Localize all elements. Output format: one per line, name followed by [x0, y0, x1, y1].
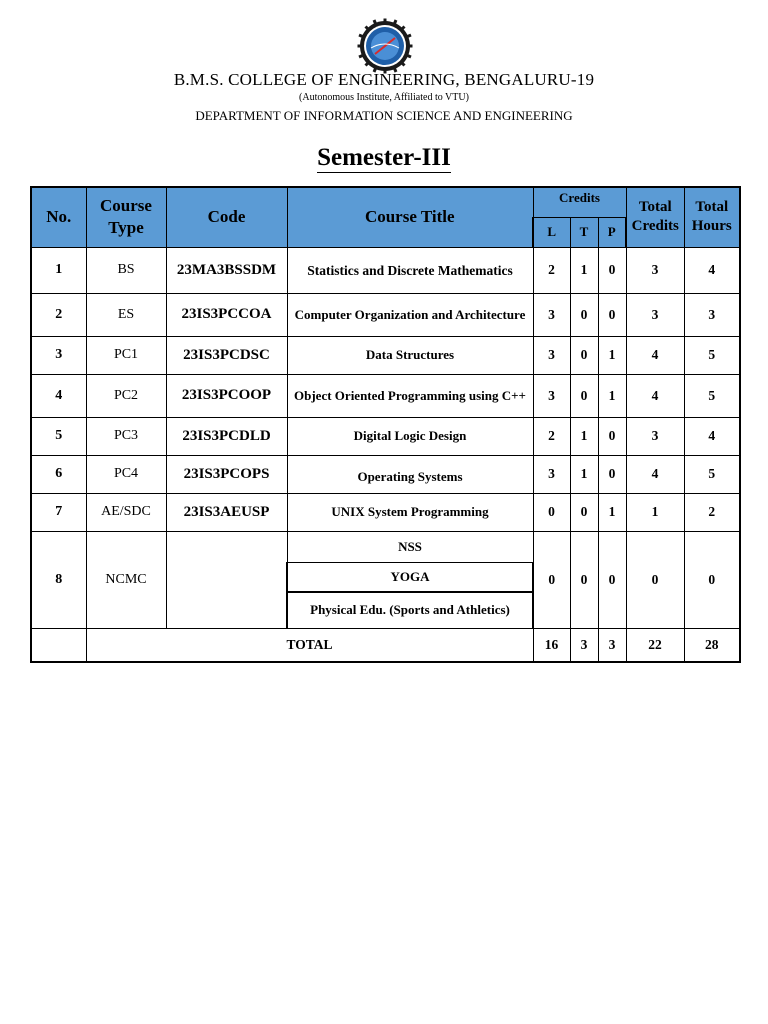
header-total-hours: Total Hours	[684, 187, 740, 247]
row-code: 23IS3AEUSP	[166, 493, 287, 531]
row-title: UNIX System Programming	[287, 493, 533, 531]
course-table	[30, 186, 741, 663]
total-p: 3	[598, 628, 626, 662]
table-row	[31, 247, 740, 293]
row-no: 3	[31, 336, 86, 374]
row-credits: 3	[626, 293, 684, 336]
ncmc-hours: 0	[684, 531, 740, 628]
row-l: 3	[533, 293, 570, 336]
row-hours: 5	[684, 455, 740, 493]
row-credits: 4	[626, 336, 684, 374]
row-no: 2	[31, 293, 86, 336]
row-no: 5	[31, 417, 86, 455]
row-p: 0	[598, 247, 626, 293]
header-code: Code	[166, 187, 287, 247]
row-p: 0	[598, 293, 626, 336]
row-hours: 5	[684, 374, 740, 417]
row-type: BS	[86, 247, 166, 293]
row-code: 23IS3PCCOA	[166, 293, 287, 336]
table-row	[31, 493, 740, 531]
header-credits: Credits	[533, 187, 626, 217]
row-no: 4	[31, 374, 86, 417]
table-row	[31, 417, 740, 455]
header-total-credits: Total Credits	[626, 187, 684, 247]
row-p: 1	[598, 336, 626, 374]
ncmc-p: 0	[598, 531, 626, 628]
ncmc-title-physical-edu: Physical Edu. (Sports and Athletics)	[287, 592, 533, 628]
row-t: 1	[570, 417, 598, 455]
row-hours: 3	[684, 293, 740, 336]
row-hours: 4	[684, 417, 740, 455]
row-type: AE/SDC	[86, 493, 166, 531]
header-row	[31, 187, 740, 217]
row-type: PC1	[86, 336, 166, 374]
row-code: 23IS3PCOOP	[166, 374, 287, 417]
total-credits: 22	[626, 628, 684, 662]
row-l: 3	[533, 336, 570, 374]
header-p: P	[598, 217, 626, 247]
header-t: T	[570, 217, 598, 247]
total-row	[31, 628, 740, 662]
table-row	[31, 374, 740, 417]
row-code: 23MA3BSSDM	[166, 247, 287, 293]
row-t: 0	[570, 374, 598, 417]
ncmc-t: 0	[570, 531, 598, 628]
row-title: Data Structures	[287, 336, 533, 374]
ncmc-code	[166, 531, 287, 628]
row-p: 0	[598, 417, 626, 455]
row-type: PC4	[86, 455, 166, 493]
row-p: 1	[598, 493, 626, 531]
college-name: B.M.S. COLLEGE OF ENGINEERING, BENGALURU-19	[173, 70, 595, 89]
total-blank	[31, 628, 86, 662]
department-name: DEPARTMENT OF INFORMATION SCIENCE AND ENGINEERING	[195, 108, 573, 123]
ncmc-row	[31, 531, 740, 562]
row-no: 7	[31, 493, 86, 531]
header-course-type: Course Type	[86, 187, 166, 247]
ncmc-type: NCMC	[86, 531, 166, 628]
row-type: PC3	[86, 417, 166, 455]
ncmc-title-yoga: YOGA	[287, 562, 533, 592]
total-l: 16	[533, 628, 570, 662]
row-l: 3	[533, 455, 570, 493]
row-credits: 4	[626, 455, 684, 493]
row-code: 23IS3PCDSC	[166, 336, 287, 374]
row-t: 0	[570, 336, 598, 374]
row-p: 1	[598, 374, 626, 417]
row-t: 0	[570, 293, 598, 336]
ncmc-l: 0	[533, 531, 570, 628]
college-logo	[357, 18, 413, 74]
row-p: 0	[598, 455, 626, 493]
row-credits: 3	[626, 247, 684, 293]
row-t: 1	[570, 247, 598, 293]
row-l: 2	[533, 417, 570, 455]
row-title: Statistics and Discrete Mathematics	[287, 247, 533, 293]
row-t: 0	[570, 493, 598, 531]
header-course-title: Course Title	[287, 187, 533, 247]
row-type: ES	[86, 293, 166, 336]
row-code: 23IS3PCOPS	[166, 455, 287, 493]
row-hours: 5	[684, 336, 740, 374]
ncmc-no: 8	[31, 531, 86, 628]
row-credits: 4	[626, 374, 684, 417]
total-t: 3	[570, 628, 598, 662]
row-credits: 1	[626, 493, 684, 531]
total-hours: 28	[684, 628, 740, 662]
header-no: No.	[31, 187, 86, 247]
row-hours: 2	[684, 493, 740, 531]
semester-title: Semester-III	[317, 144, 451, 171]
row-no: 6	[31, 455, 86, 493]
row-title: Digital Logic Design	[287, 417, 533, 455]
total-label: TOTAL	[86, 628, 533, 662]
table-row	[31, 336, 740, 374]
row-credits: 3	[626, 417, 684, 455]
ncmc-title-nss: NSS	[287, 531, 533, 562]
header-l: L	[533, 217, 570, 247]
table-row	[31, 293, 740, 336]
row-title: Object Oriented Programming using C++	[287, 374, 533, 417]
row-l: 0	[533, 493, 570, 531]
row-title: Computer Organization and Architecture	[287, 293, 533, 336]
semester-title-wrap	[0, 144, 768, 172]
row-l: 2	[533, 247, 570, 293]
row-code: 23IS3PCDLD	[166, 417, 287, 455]
row-title: Operating Systems	[287, 455, 533, 493]
ncmc-credits: 0	[626, 531, 684, 628]
table-row	[31, 455, 740, 493]
row-type: PC2	[86, 374, 166, 417]
affiliation-note: (Autonomous Institute, Affiliated to VTU)	[299, 92, 469, 103]
row-no: 1	[31, 247, 86, 293]
row-t: 1	[570, 455, 598, 493]
row-hours: 4	[684, 247, 740, 293]
row-l: 3	[533, 374, 570, 417]
